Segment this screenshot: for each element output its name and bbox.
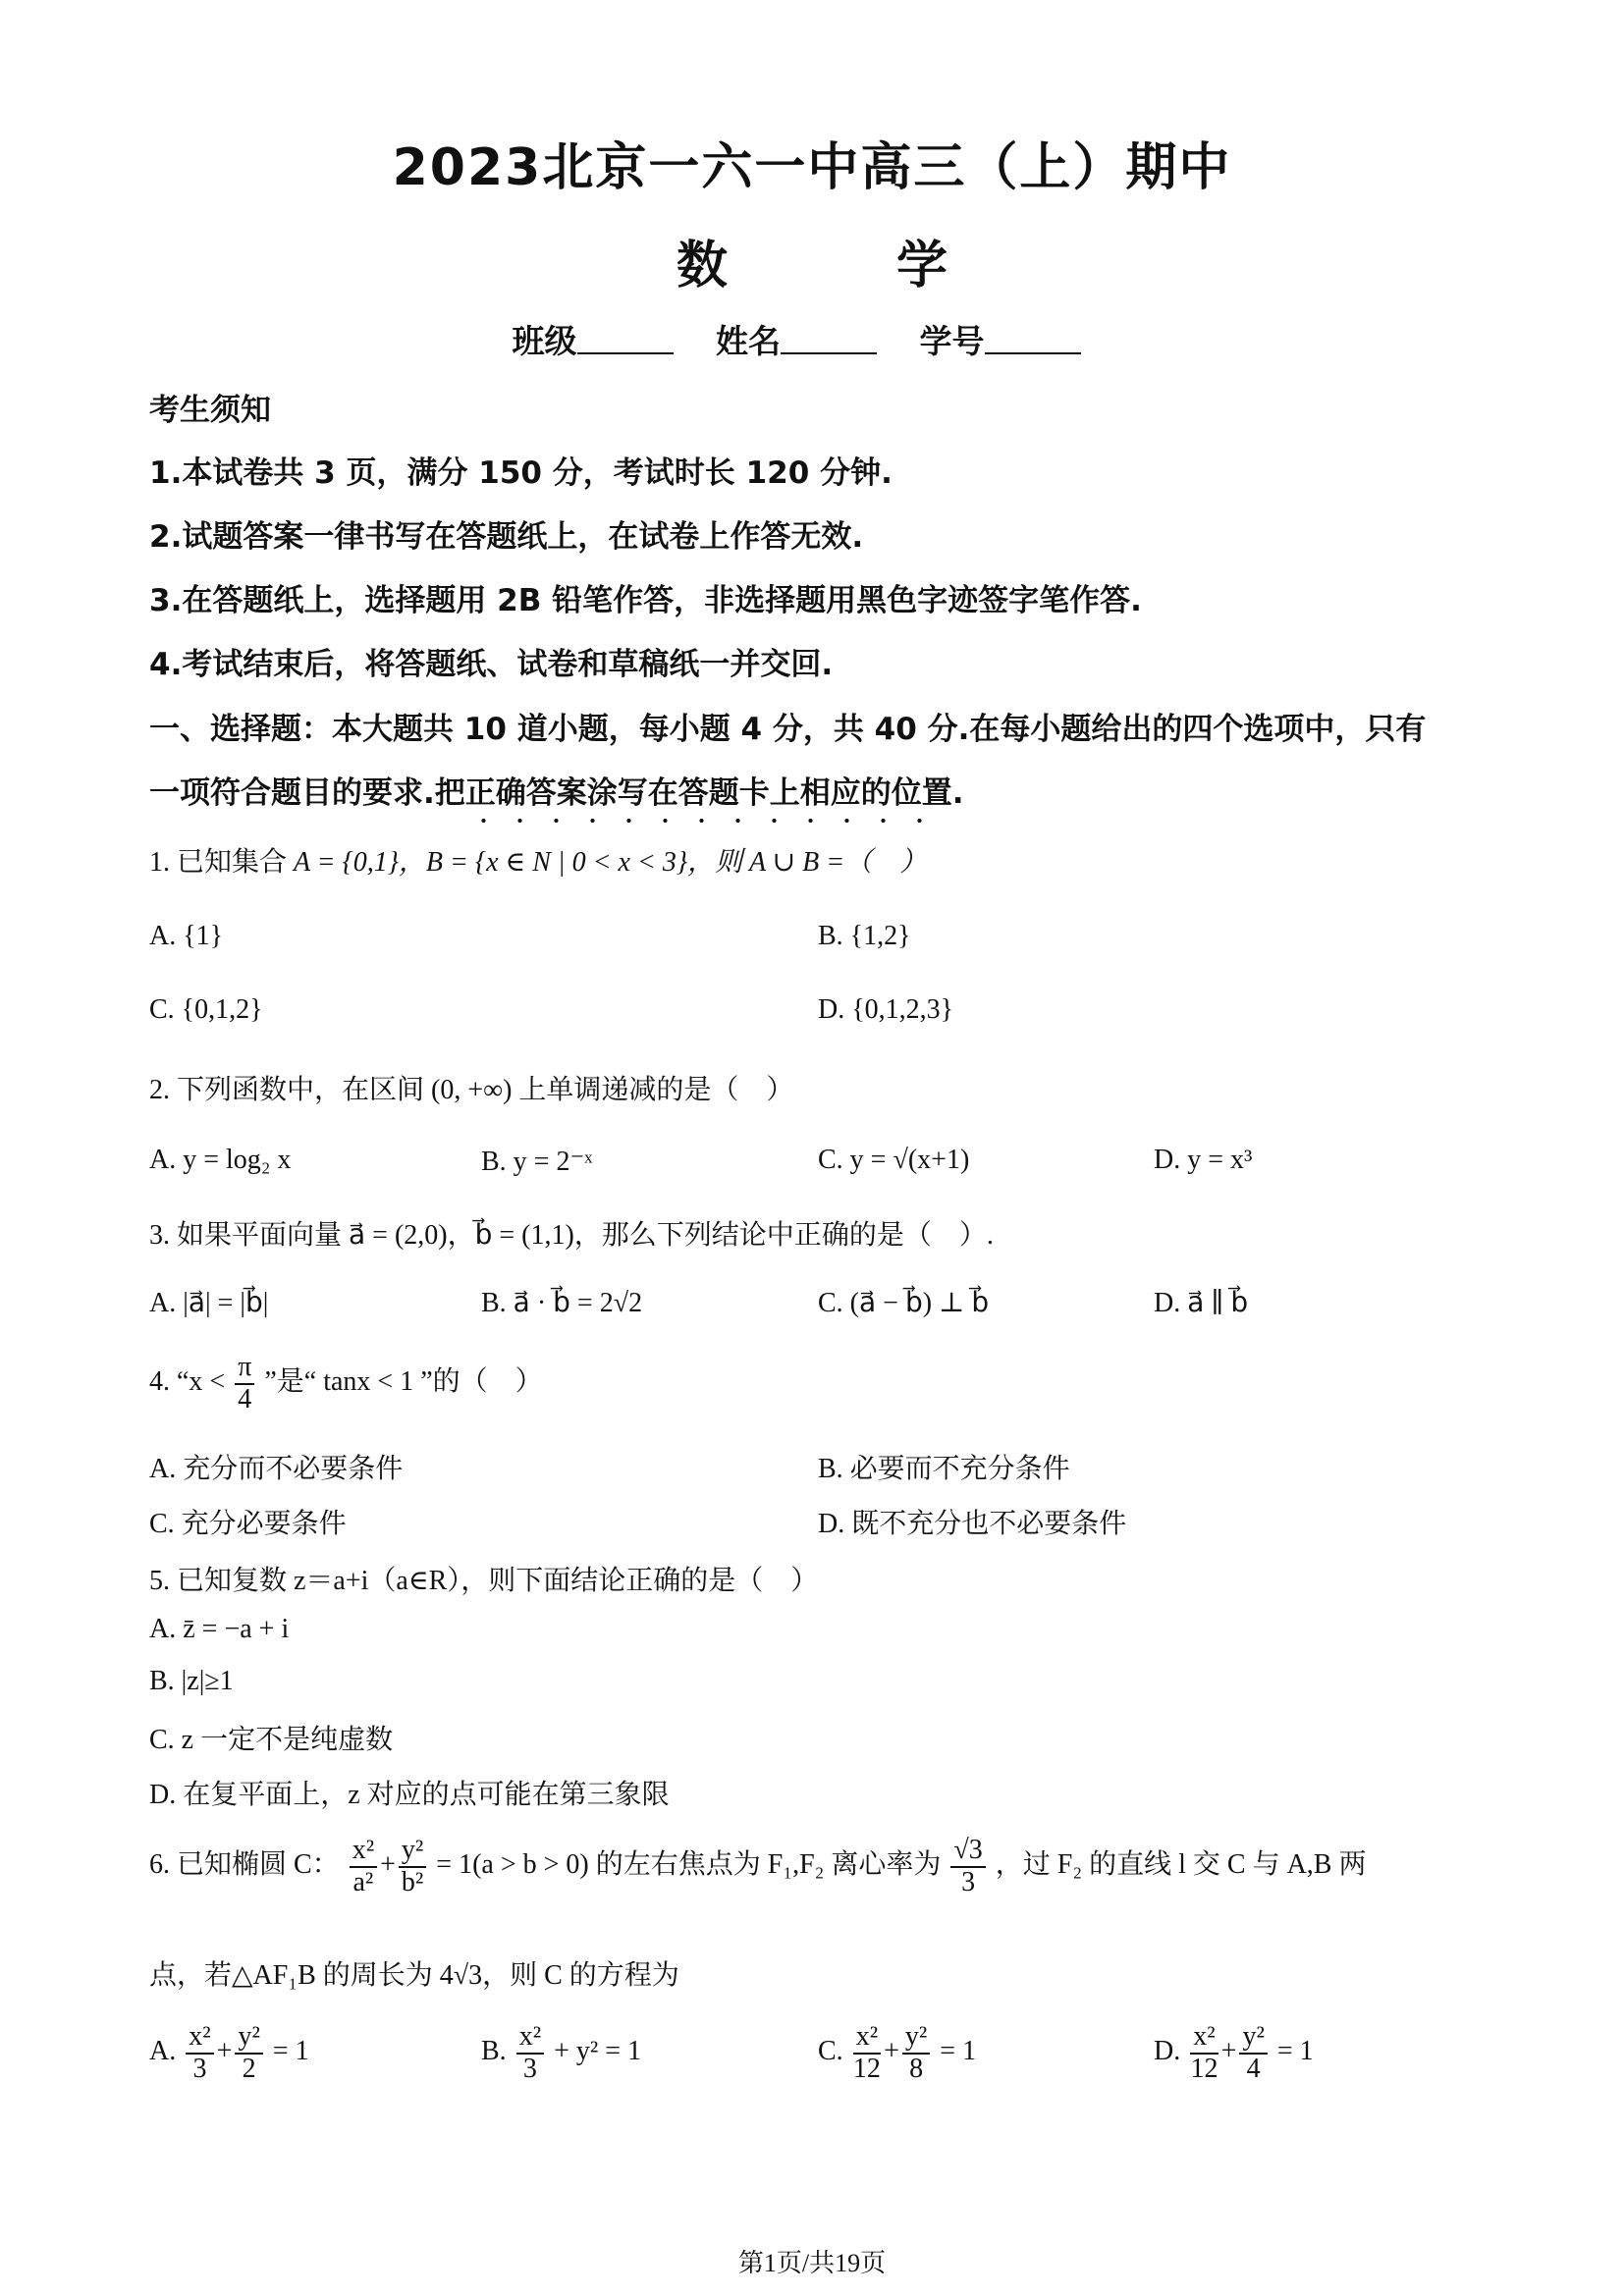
q6-frac-x2-a2 xyxy=(350,1836,377,1898)
q5-option-a: A. z̄ = −a + i xyxy=(149,1614,290,1644)
section1-line2-part-b: 正确答案涂写在答题卡上相应的位置 xyxy=(464,775,952,811)
q6-c-label: C. xyxy=(818,2036,843,2067)
class-blank xyxy=(577,323,674,354)
q6-frac2-num: y² xyxy=(399,1836,426,1868)
q6-c-frac2-den: 8 xyxy=(909,2053,924,2084)
q6-frac-y2-b2 xyxy=(399,1836,426,1898)
q6-stem-line2: 点，若△AF₁B 的周长为 4√3，则 C 的方程为 xyxy=(149,1960,679,1991)
notice-item-4: 4.考试结束后，将答题纸、试卷和草稿纸一并交回. xyxy=(149,647,834,682)
name-label: 姓名 xyxy=(716,322,781,360)
q6-a-frac2-num: y² xyxy=(235,2022,262,2055)
q6-d-frac2-den: 4 xyxy=(1246,2053,1261,2084)
q6-c-frac1-den: 12 xyxy=(852,2053,881,2084)
q4-frac-num: π xyxy=(235,1353,254,1385)
q4-frac-den: 4 xyxy=(238,1383,252,1415)
q1-option-d: D. {0,1,2,3} xyxy=(818,994,954,1025)
q4-option-c: C. 充分必要条件 xyxy=(149,1509,347,1539)
q6-c-frac2-num: y² xyxy=(902,2022,930,2055)
id-label: 学号 xyxy=(919,322,985,360)
q4-option-d: D. 既不充分也不必要条件 xyxy=(818,1509,1127,1539)
q6-stem-part-a: 6. 已知椭圆 C： xyxy=(149,1849,340,1881)
id-blank xyxy=(985,323,1081,354)
q3-option-d: D. a⃗ ∥ b⃗ xyxy=(1154,1288,1249,1318)
q6-a-frac2-den: 2 xyxy=(242,2053,256,2084)
q6-c-tail: = 1 xyxy=(940,2036,977,2067)
q6-ecc-num: √3 xyxy=(950,1836,985,1868)
q6-a-label: A. xyxy=(149,2036,177,2067)
q6-d-frac1 xyxy=(1190,2022,1218,2085)
q6-eccentricity-frac xyxy=(950,1836,985,1898)
q6-frac1-num: x² xyxy=(350,1836,377,1868)
q6-option-c: C. $\frac{\text{x²}}{12}$ + $\frac{\text{y²}}{8}$ = 1 xyxy=(818,2021,977,2084)
name-blank xyxy=(781,323,877,354)
exam-title: 2023北京一六一中高三（上）期中 xyxy=(392,138,1232,197)
q1-stem-math: A = {0,1}，B = {x ∈ N | 0 < x < 3}，则 A ∪ B =（ ） xyxy=(294,847,928,878)
q6-a-frac1-den: 3 xyxy=(192,2053,207,2084)
q4-stem-part-b: ”是“ tanx < 1 ”的（ ） xyxy=(264,1366,543,1398)
q4-stem-part-a: 4. “x < xyxy=(149,1366,226,1398)
q6-stem-part-c: ，过 F₂ 的直线 l 交 C 与 A,B 两 xyxy=(995,1849,1367,1881)
q1-stem-text: 1. 已知集合 xyxy=(149,847,288,878)
q6-d-frac2 xyxy=(1239,2022,1267,2085)
q6-b-frac1-den: 3 xyxy=(522,2053,537,2084)
q2-option-b: B. y = 2⁻ˣ xyxy=(481,1147,593,1177)
section1-line2-part-c: . xyxy=(951,775,964,811)
q2-option-c: C. y = √(x+1) xyxy=(818,1145,970,1175)
q1-option-b: B. {1,2} xyxy=(818,921,911,951)
q5-option-d: D. 在复平面上，z 对应的点可能在第三象限 xyxy=(149,1780,670,1810)
section1-instructions-line2 xyxy=(149,768,1524,812)
q6-a-frac2 xyxy=(235,2022,262,2085)
q5-option-c: C. z 一定不是纯虚数 xyxy=(149,1725,394,1755)
notice-item-3: 3.在答题纸上，选择题用 2B 铅笔作答，非选择题用黑色字迹签字笔作答. xyxy=(149,583,1142,618)
q2-option-a: A. y = log₂ x xyxy=(149,1145,292,1175)
q3-option-a: A. |a⃗| = |b⃗| xyxy=(149,1288,269,1318)
q6-option-b xyxy=(481,2022,641,2085)
notice-item-2: 2.试题答案一律书写在答题纸上，在试卷上作答无效. xyxy=(149,519,864,555)
student-info-line xyxy=(0,316,1624,362)
q4-option-a: A. 充分而不必要条件 xyxy=(149,1454,404,1484)
q6-a-frac1-num: x² xyxy=(186,2022,213,2055)
subject-title: 数 学 xyxy=(676,237,1006,295)
q3-option-c: C. (a⃗ − b⃗) ⊥ b⃗ xyxy=(818,1288,990,1318)
q6-c-frac2 xyxy=(902,2022,930,2085)
q6-d-frac1-den: 12 xyxy=(1190,2053,1218,2084)
q6-c-frac1-num: x² xyxy=(853,2022,881,2055)
section1-instructions-line1: 一、选择题：本大题共 10 道小题，每小题 4 分，共 40 分.在每小题给出的四个选项中，只有 xyxy=(149,712,1427,747)
q6-a-frac1 xyxy=(186,2022,213,2085)
q2-option-d: D. y = x³ xyxy=(1154,1145,1253,1175)
q3-option-b: B. a⃗ · b⃗ = 2√2 xyxy=(481,1288,643,1318)
q6-b-frac1-num: x² xyxy=(516,2022,544,2055)
section1-emphasized-text xyxy=(465,775,952,811)
q5-option-b: B. |z|≥1 xyxy=(149,1666,234,1696)
page-footer: 第1页/共19页 xyxy=(737,2249,887,2277)
q6-option-d: D. $\frac{\text{x²}}{12}$ + $\frac{\text{y²}}{4}$ = 1 xyxy=(1154,2021,1314,2084)
q6-a-tail: = 1 xyxy=(272,2036,309,2067)
q6-b-frac1 xyxy=(516,2022,544,2085)
emphasis-dots xyxy=(465,819,952,823)
q1-option-c: C. {0,1,2} xyxy=(149,994,263,1025)
notice-item-1: 1.本试卷共 3 页，满分 150 分，考试时长 120 分钟. xyxy=(149,455,893,491)
q6-stem-part-b: = 1(a > b > 0) 的左右焦点为 F₁,F₂ 离心率为 xyxy=(436,1849,942,1881)
q4-option-b: B. 必要而不充分条件 xyxy=(818,1454,1070,1484)
question-4-stem xyxy=(149,1353,543,1415)
class-label: 班级 xyxy=(512,322,577,360)
notice-heading: 考生须知 xyxy=(149,393,271,428)
q6-d-label: D. xyxy=(1154,2036,1181,2067)
question-2-stem: 2. 下列函数中，在区间 (0, +∞) 上单调递减的是（ ） xyxy=(149,1075,794,1105)
q1-option-a: A. {1} xyxy=(149,921,224,951)
q6-c-frac1 xyxy=(853,2022,881,2085)
q6-b-label: B. xyxy=(481,2036,507,2067)
q6-option-a: A. $\frac{\text{x²}}{3}$ + $\frac{\text{y²}}{2}$ = 1 xyxy=(149,2021,309,2084)
question-3-stem: 3. 如果平面向量 a⃗ = (2,0)，b⃗ = (1,1)，那么下列结论中正确的是（ ）. xyxy=(149,1220,994,1251)
q6-b-tail: + y² = 1 xyxy=(554,2036,642,2067)
q6-d-frac1-num: x² xyxy=(1190,2022,1218,2055)
q6-d-tail: = 1 xyxy=(1276,2036,1314,2067)
section1-line2-part-a: 一项符合题目的要求.把 xyxy=(149,775,465,811)
q6-frac1-den: a² xyxy=(352,1866,374,1897)
q4-pi-over-4 xyxy=(235,1353,254,1415)
q6-ecc-den: 3 xyxy=(961,1866,976,1897)
q6-frac2-den: b² xyxy=(401,1866,424,1897)
question-5-stem: 5. 已知复数 z＝a+i（a∈R），则下面结论正确的是（ ） xyxy=(149,1566,819,1596)
question-1-stem xyxy=(149,840,927,880)
question-6-stem: 6. 已知椭圆 C： $\frac{\text{x²}}{\text{a²}}$ + $\frac{\text{y²}}{\text{b²}}$ = 1(a > b > 0) 的左右焦点为 F₁,F₂ 离心率为 $\frac{√3}{3}$ ，过 F₂ 的直线 l 交 C 与 A,B 两 xyxy=(149,1835,1367,1897)
q6-d-frac2-num: y² xyxy=(1239,2022,1267,2055)
